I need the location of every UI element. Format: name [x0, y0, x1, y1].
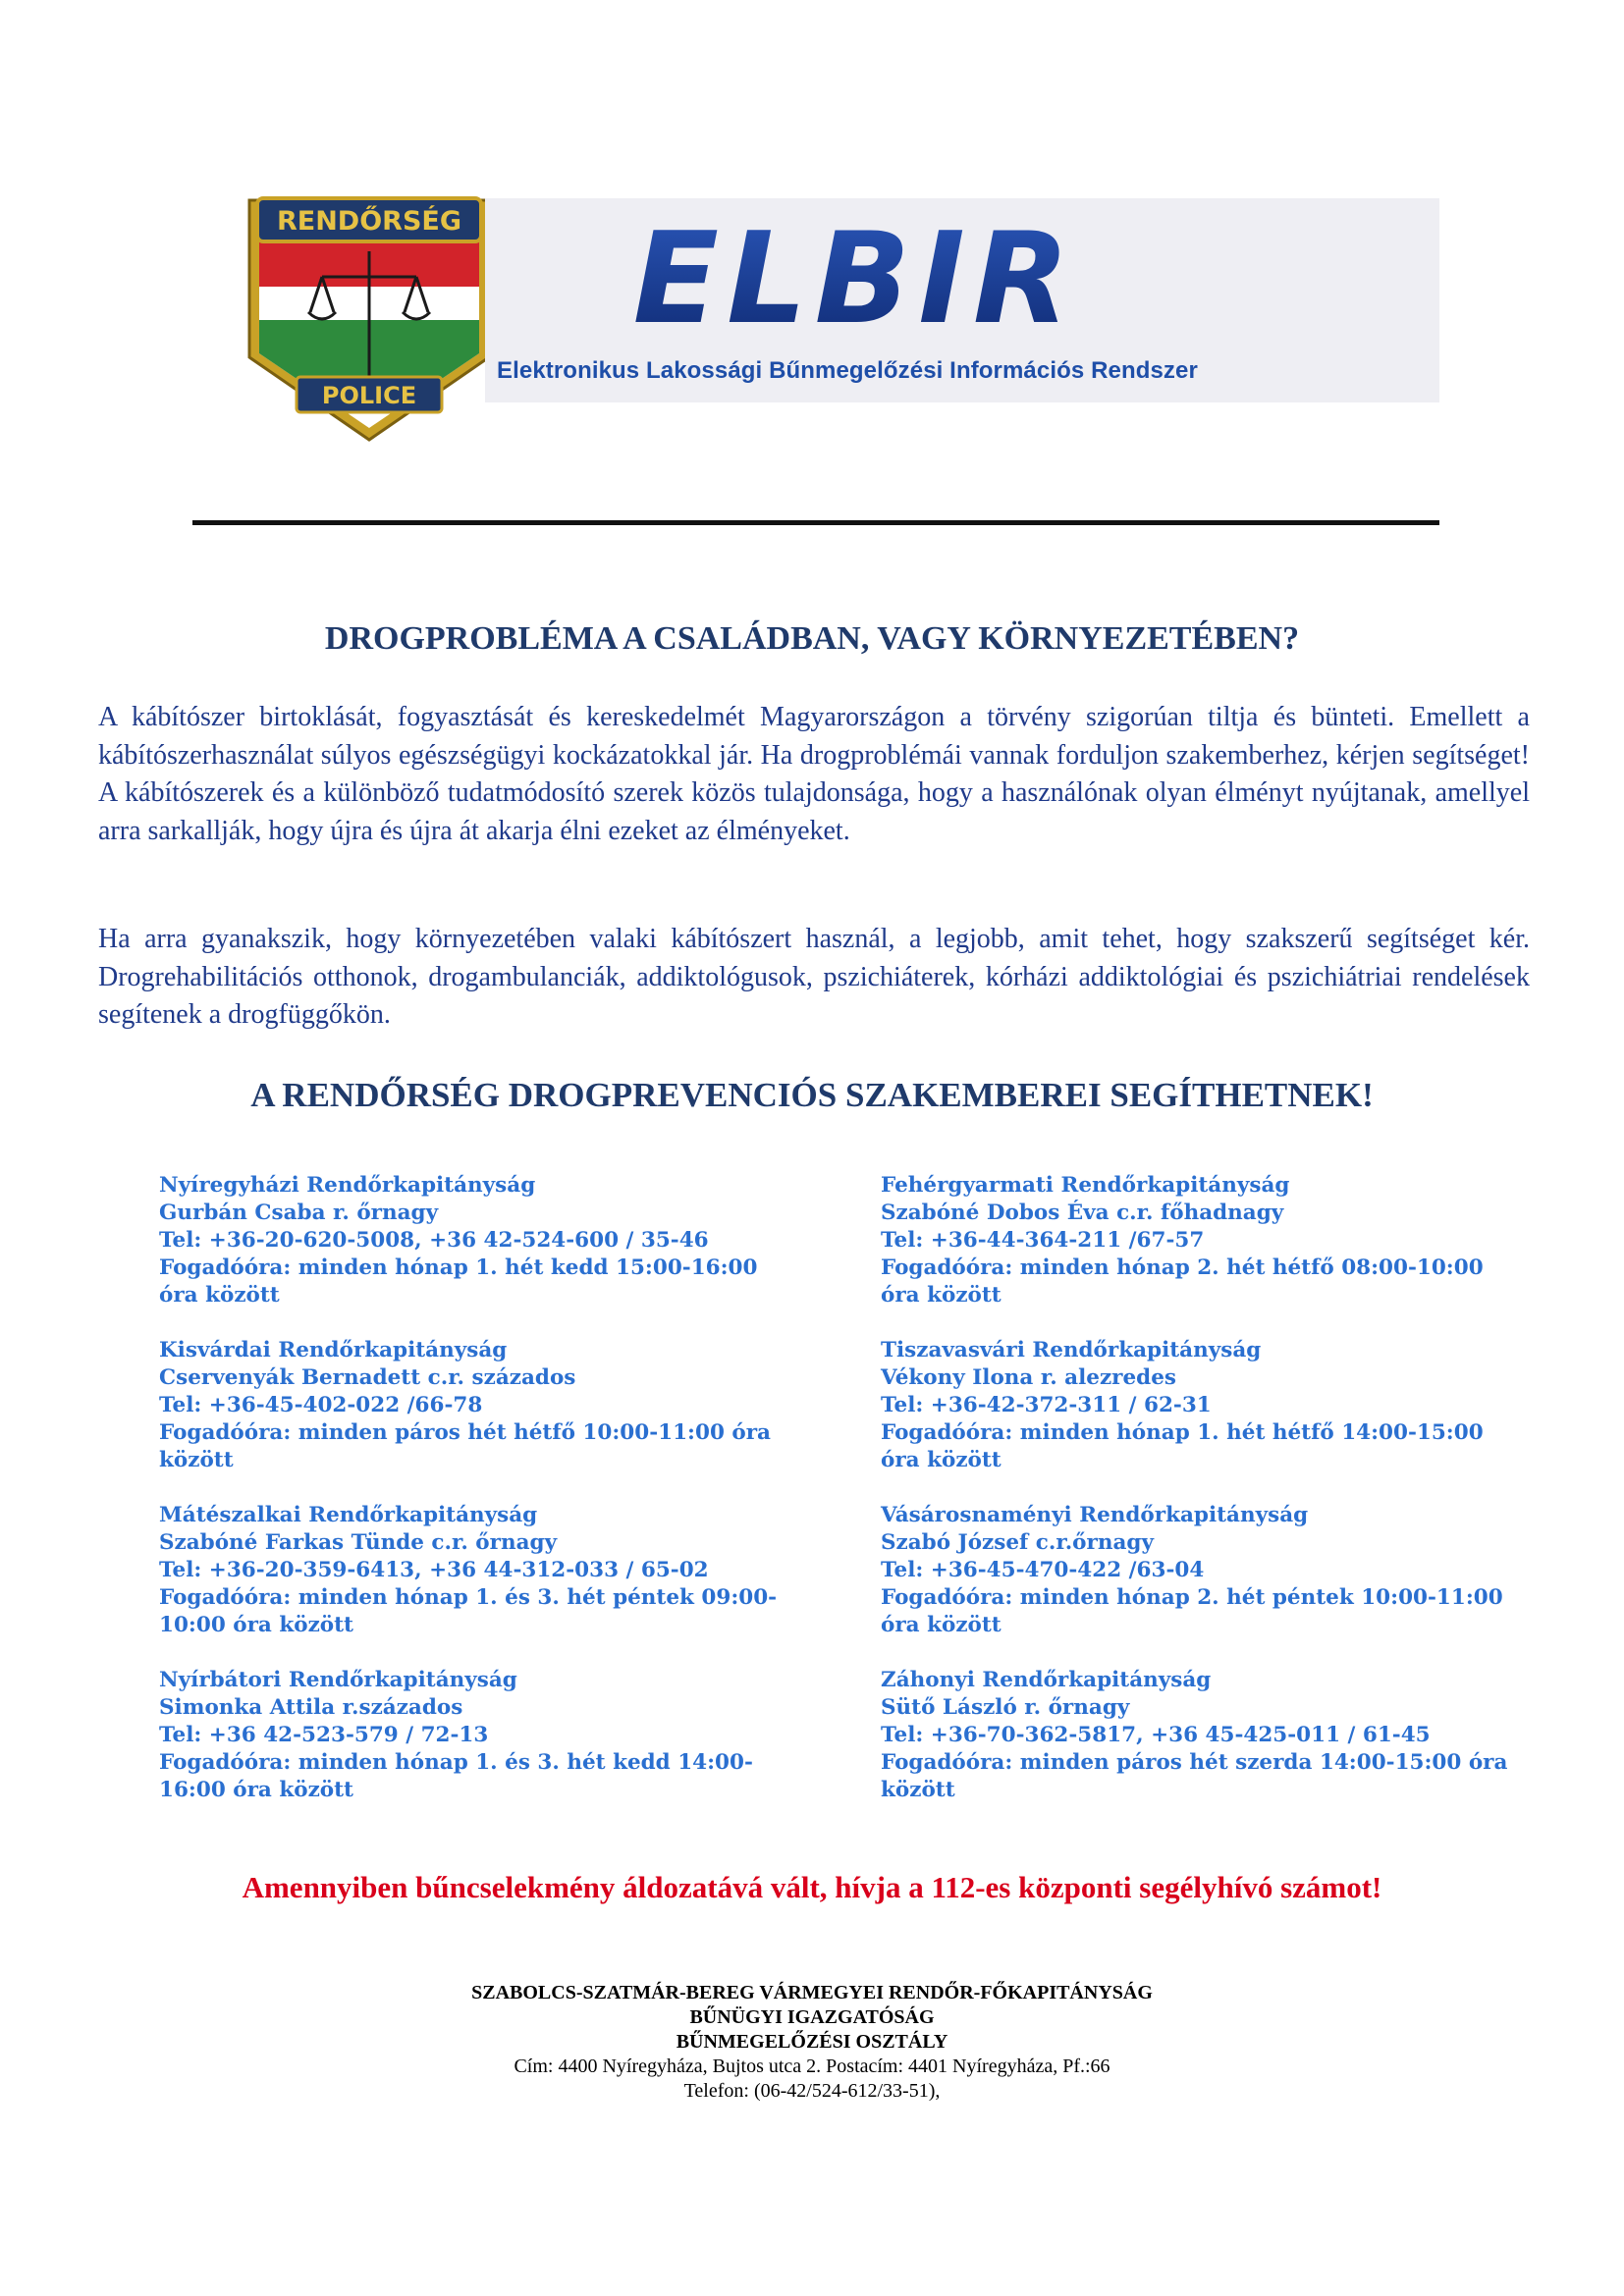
svg-text:POLICE: POLICE	[321, 382, 417, 409]
phone-numbers: Tel: +36-45-402-022 /66-78	[159, 1393, 483, 1417]
footer-phone-line: Telefon: (06-42/524-612/33-51),	[683, 2080, 941, 2102]
officer-name: Szabó József c.r.őrnagy	[881, 1530, 1154, 1555]
office-hours: Fogadóóra: minden hónap 1. hét hétfő 14:00-15:00 óra között	[881, 1420, 1484, 1472]
office-card	[881, 1337, 1509, 1474]
office-name: Kisvárdai Rendőrkapitányság	[159, 1338, 508, 1362]
phone-numbers: Tel: +36-45-470-422 /63-04	[881, 1558, 1205, 1582]
footer-org-line: SZABOLCS-SZATMÁR-BEREG VÁRMEGYEI RENDŐR-FŐKAPITÁNYSÁG	[471, 1982, 1153, 2003]
svg-text:RENDŐRSÉG: RENDŐRSÉG	[276, 206, 462, 237]
page-title: DROGPROBLÉMA A CSALÁDBAN, VAGY KÖRNYEZETÉBEN?	[324, 620, 1300, 657]
office-hours: Fogadóóra: minden hónap 1. és 3. hét péntek 09:00-10:00 óra között	[159, 1585, 778, 1637]
advice-paragraph: Ha arra gyanakszik, hogy környezetében valaki kábítószert használ, a legjobb, amit tehet, hogy szakszerű segítséget kér. Drogrehabilitációs otthonok, drogambulanciák, addiktológusok, pszichiáterek, kórházi addiktológiai és pszichiátriai rendelések segítenek a drogfüggőkön.	[98, 924, 1530, 1030]
office-name: Nyíregyházi Rendőrkapitányság	[159, 1173, 536, 1198]
svg-text:ELBIR: ELBIR	[632, 224, 1078, 342]
elbir-wordmark	[536, 224, 1174, 342]
office-card	[881, 1667, 1509, 1804]
office-card	[159, 1337, 787, 1474]
office-name: Fehérgyarmati Rendőrkapitányság	[881, 1173, 1290, 1198]
elbir-wordmark-icon	[536, 224, 1174, 342]
office-name: Mátészalkai Rendőrkapitányság	[159, 1503, 538, 1527]
office-card	[881, 1172, 1509, 1309]
phone-numbers: Tel: +36 42-523-579 / 72-13	[159, 1723, 489, 1747]
police-badge-logo	[232, 192, 507, 446]
officer-name: Cservenyák Bernadett c.r. százados	[159, 1365, 576, 1390]
officer-name: Simonka Attila r.százados	[159, 1695, 463, 1720]
contact-column-left	[159, 1172, 787, 1832]
footer-address-line: Cím: 4400 Nyíregyháza, Bujtos utca 2. Postacím: 4401 Nyíregyháza, Pf.:66	[514, 2056, 1110, 2077]
header-logos	[232, 192, 1439, 446]
phone-numbers: Tel: +36-20-359-6413, +36 44-312-033 / 65-02	[159, 1558, 709, 1582]
phone-numbers: Tel: +36-42-372-311 / 62-31	[881, 1393, 1212, 1417]
office-card	[881, 1502, 1509, 1639]
office-hours: Fogadóóra: minden hónap 1. hét kedd 15:00-16:00 óra között	[159, 1255, 758, 1308]
footer-directorate-line: BŰNÜGYI IGAZGATÓSÁG	[689, 2006, 935, 2028]
phone-numbers: Tel: +36-20-620-5008, +36 42-524-600 / 35-46	[159, 1228, 709, 1253]
office-card	[159, 1502, 787, 1639]
office-hours: Fogadóóra: minden hónap 2. hét hétfő 08:00-10:00 óra között	[881, 1255, 1484, 1308]
intro-paragraph: A kábítószer birtoklását, fogyasztását és kereskedelmét Magyarországon a törvény szigorúan tiltja és bünteti. Emellett a kábítószerhasználat súlyos egészségügyi kockázatokkal jár. Ha drogproblémái vannak forduljon szakemberhez, kérjen segítséget! A kábítószerek és a különböző tudatmódosító szerek közös tulajdonsága, hogy a használónak olyan élményt nyújtanak, amellyel arra sarkallják, hogy újra és újra át akarja élni ezeket az élményeket.	[98, 702, 1530, 846]
footer-department-line: BŰNMEGELŐZÉSI OSZTÁLY	[676, 2031, 948, 2053]
office-hours: Fogadóóra: minden hónap 1. és 3. hét kedd 14:00-16:00 óra között	[159, 1750, 753, 1802]
officer-name: Szabóné Farkas Tünde c.r. őrnagy	[159, 1530, 558, 1555]
office-hours: Fogadóóra: minden páros hét hétfő 10:00-11:00 óra között	[159, 1420, 771, 1472]
officer-name: Gurbán Csaba r. őrnagy	[159, 1201, 439, 1225]
office-name: Vásárosnaményi Rendőrkapitányság	[881, 1503, 1309, 1527]
police-badge-icon	[232, 192, 507, 446]
emergency-notice: Amennyiben bűncselekmény áldozatává vált, hívja a 112-es központi segélyhívó számot!	[242, 1870, 1382, 1904]
phone-numbers: Tel: +36-70-362-5817, +36 45-425-011 / 61-45	[881, 1723, 1431, 1747]
elbir-subtitle: Elektronikus Lakossági Bűnmegelőzési Információs Rendszer	[497, 357, 1198, 384]
contact-list	[159, 1172, 1508, 1820]
office-hours: Fogadóóra: minden hónap 2. hét péntek 10:00-11:00 óra között	[881, 1585, 1503, 1637]
office-card	[159, 1667, 787, 1804]
officer-name: Vékony Ilona r. alezredes	[881, 1365, 1176, 1390]
office-name: Tiszavasvári Rendőrkapitányság	[881, 1338, 1262, 1362]
officer-name: Szabóné Dobos Éva c.r. főhadnagy	[881, 1201, 1284, 1225]
office-name: Záhonyi Rendőrkapitányság	[881, 1668, 1212, 1692]
phone-numbers: Tel: +36-44-364-211 /67-57	[881, 1228, 1205, 1253]
office-name: Nyírbátori Rendőrkapitányság	[159, 1668, 517, 1692]
section-subtitle: A RENDŐRSÉG DROGPREVENCIÓS SZAKEMBEREI SEGÍTHETNEK!	[250, 1076, 1374, 1114]
office-card	[159, 1172, 787, 1309]
contact-column-right	[881, 1172, 1509, 1832]
footer-address	[98, 1981, 1526, 2104]
horizontal-divider	[192, 520, 1439, 525]
office-hours: Fogadóóra: minden páros hét szerda 14:00-15:00 óra között	[881, 1750, 1508, 1802]
officer-name: Sütő László r. őrnagy	[881, 1695, 1130, 1720]
